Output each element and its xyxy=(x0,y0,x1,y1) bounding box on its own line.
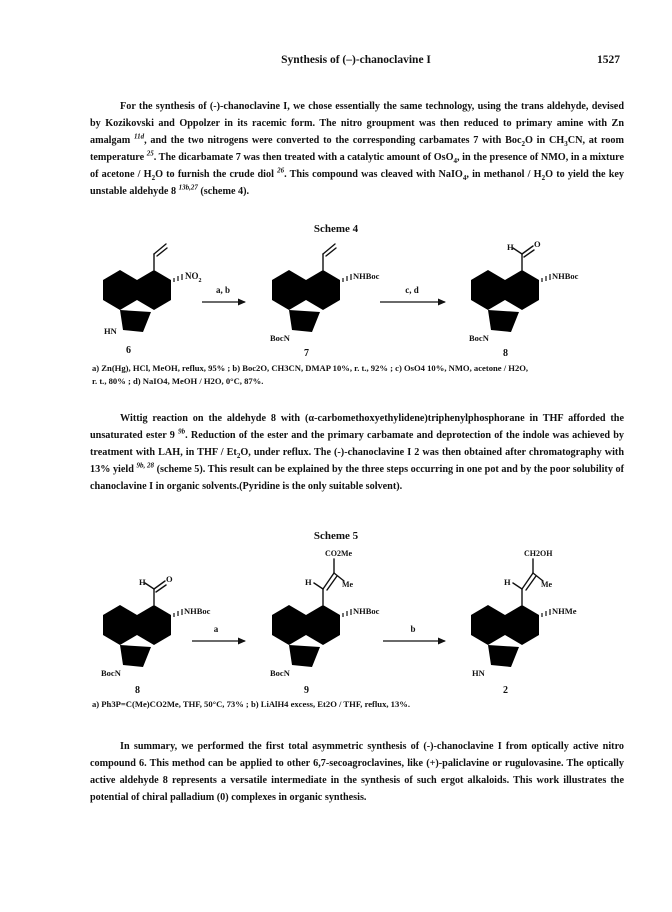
page-number: 1527 xyxy=(597,54,620,66)
scheme-4-diagram xyxy=(0,240,672,360)
svg-text:NO2 xyxy=(185,271,202,284)
compound-6-substituent: NO xyxy=(185,271,199,281)
compound-8b-aldehyde-h: H xyxy=(139,577,146,587)
running-title: Synthesis of (–)-chanoclavine I xyxy=(281,54,431,66)
compound-9-label: 9 xyxy=(304,685,309,695)
reaction-arrow-2-reagents: c, d xyxy=(405,285,419,295)
compound-6-label: 6 xyxy=(126,345,131,356)
scheme-5-caption: a) Ph3P=C(Me)CO2Me, THF, 50°C, 73% ; b) LiAlH4 excess, Et2O / THF, reflux, 13%. xyxy=(92,699,411,709)
reaction-arrow-2 xyxy=(380,285,446,306)
scheme-5-diagram xyxy=(0,545,672,695)
reaction-arrow-1 xyxy=(202,285,246,306)
compound-9-structure xyxy=(270,549,380,695)
scheme-4-title: Scheme 4 xyxy=(313,223,359,235)
paragraph-3: In summary, we performed the first total asymmetric synthesis of (-)-chanoclavine I from optically active nitro compound 6. This method can be applied to other 6,7-secoagroclavines, like (+)-paliclavine or rugulovasine. The optically active aldehyde 8 represents a versatile intermediate in the synthesis of such ergot alkaloids. This work illustrates the potential of chiral palladium (0) complexes in organic synthesis. xyxy=(90,741,624,803)
compound-2-vinyl-h: H xyxy=(504,577,511,587)
compound-8-aldehyde-o: O xyxy=(534,240,541,249)
compound-2-methyl: Me xyxy=(541,580,553,589)
compound-7-label: 7 xyxy=(304,348,309,359)
reaction-arrow-b xyxy=(383,624,446,645)
scheme-4-caption: a) Zn(Hg), HCl, MeOH, reflux, 95% ; b) Boc2O, CH3CN, DMAP 10%, r. t., 92% ; c) OsO4 10%, NMO, acetone / H2O, r. t., 80% ; d) NaIO4, MeOH / H2O, 0°C, 87%. xyxy=(92,363,529,386)
compound-2-indole-n: HN xyxy=(472,668,485,678)
paragraph-2: Wittig reaction on the aldehyde 8 with (α-carbomethoxyethylidene)triphenylphosphorane in THF afforded the unsaturated ester 9 $^{9b}$. Reduction of the ester and the primary carbamate and deprotection of the indole was achieved by treatment with LAH, in THF / $Et_2O$, under reflux. The (-)-chanoclavine I 2 was then obtained after chromatography with 13% yield $^{9b, 28}$ (scheme 5). This result can be explained by the three steps occurring in one pot and by the poor solubility of chanoclavine I in organic solvents.(Pyridine is the only suitable solvent). xyxy=(90,413,624,492)
compound-2-substituent: NHMe xyxy=(552,606,577,616)
scheme-5-title: Scheme 5 xyxy=(313,530,359,542)
compound-8b-structure xyxy=(101,574,211,695)
compound-8-structure xyxy=(469,240,579,359)
compound-7-substituent: NHBoc xyxy=(353,271,380,281)
reaction-arrow-a-reagents: a xyxy=(213,624,219,634)
compound-9-ester: CO2Me xyxy=(325,549,353,558)
compound-9-substituent: NHBoc xyxy=(353,606,380,616)
compound-8b-label: 8 xyxy=(135,685,140,695)
compound-8-aldehyde-h: H xyxy=(507,242,514,252)
compound-9-vinyl-h: H xyxy=(305,577,312,587)
compound-8b-indole-n: BocN xyxy=(101,668,121,678)
compound-7-structure xyxy=(270,244,380,359)
compound-6-indole-n: HN xyxy=(104,326,117,336)
compound-8-label: 8 xyxy=(503,348,508,359)
reaction-arrow-a xyxy=(192,624,246,645)
page-header xyxy=(92,54,620,70)
compound-8b-substituent: NHBoc xyxy=(184,606,211,616)
reaction-arrow-b-reagents: b xyxy=(410,624,416,634)
compound-2-hydroxymethyl: CH2OH xyxy=(524,549,553,558)
compound-8-indole-n: BocN xyxy=(469,333,489,343)
compound-9-indole-n: BocN xyxy=(270,668,290,678)
compound-7-indole-n: BocN xyxy=(270,333,290,343)
compound-2-label: 2 xyxy=(503,685,508,695)
compound-6-substituent-sub: 2 xyxy=(198,278,202,284)
reaction-arrow-1-reagents: a, b xyxy=(215,285,231,295)
paragraph-1: For the synthesis of (-)-chanoclavine I, we chose essentially the same technology, using the trans aldehyde, devised by Kozikovski and Oppolzer in its racemic form. The nitro groupment was then reduced to primary amine with Zn amalgam $^{11d}$, and the two nitrogens were converted to the corresponding carbamates 7 with Boc$_2$O in $CH_3CN$, at room temperature $^{25}$. The dicarbamate 7 was then treated with a catalytic amount of OsO$_4$, in the presence of NMO, in a mixture of acetone / $H_2O$ to furnish the crude diol $^{26}$. This compound was cleaved with NaIO$_4$, in methanol / $H_2O$ to yield the key unstable aldehyde 8 $^{13b,27}$ (scheme 4). xyxy=(90,101,625,197)
compound-2-structure xyxy=(471,549,577,695)
compound-8b-aldehyde-o: O xyxy=(166,574,173,584)
compound-8-substituent: NHBoc xyxy=(552,271,579,281)
compound-9-methyl: Me xyxy=(342,580,354,589)
compound-6-structure xyxy=(103,244,202,356)
